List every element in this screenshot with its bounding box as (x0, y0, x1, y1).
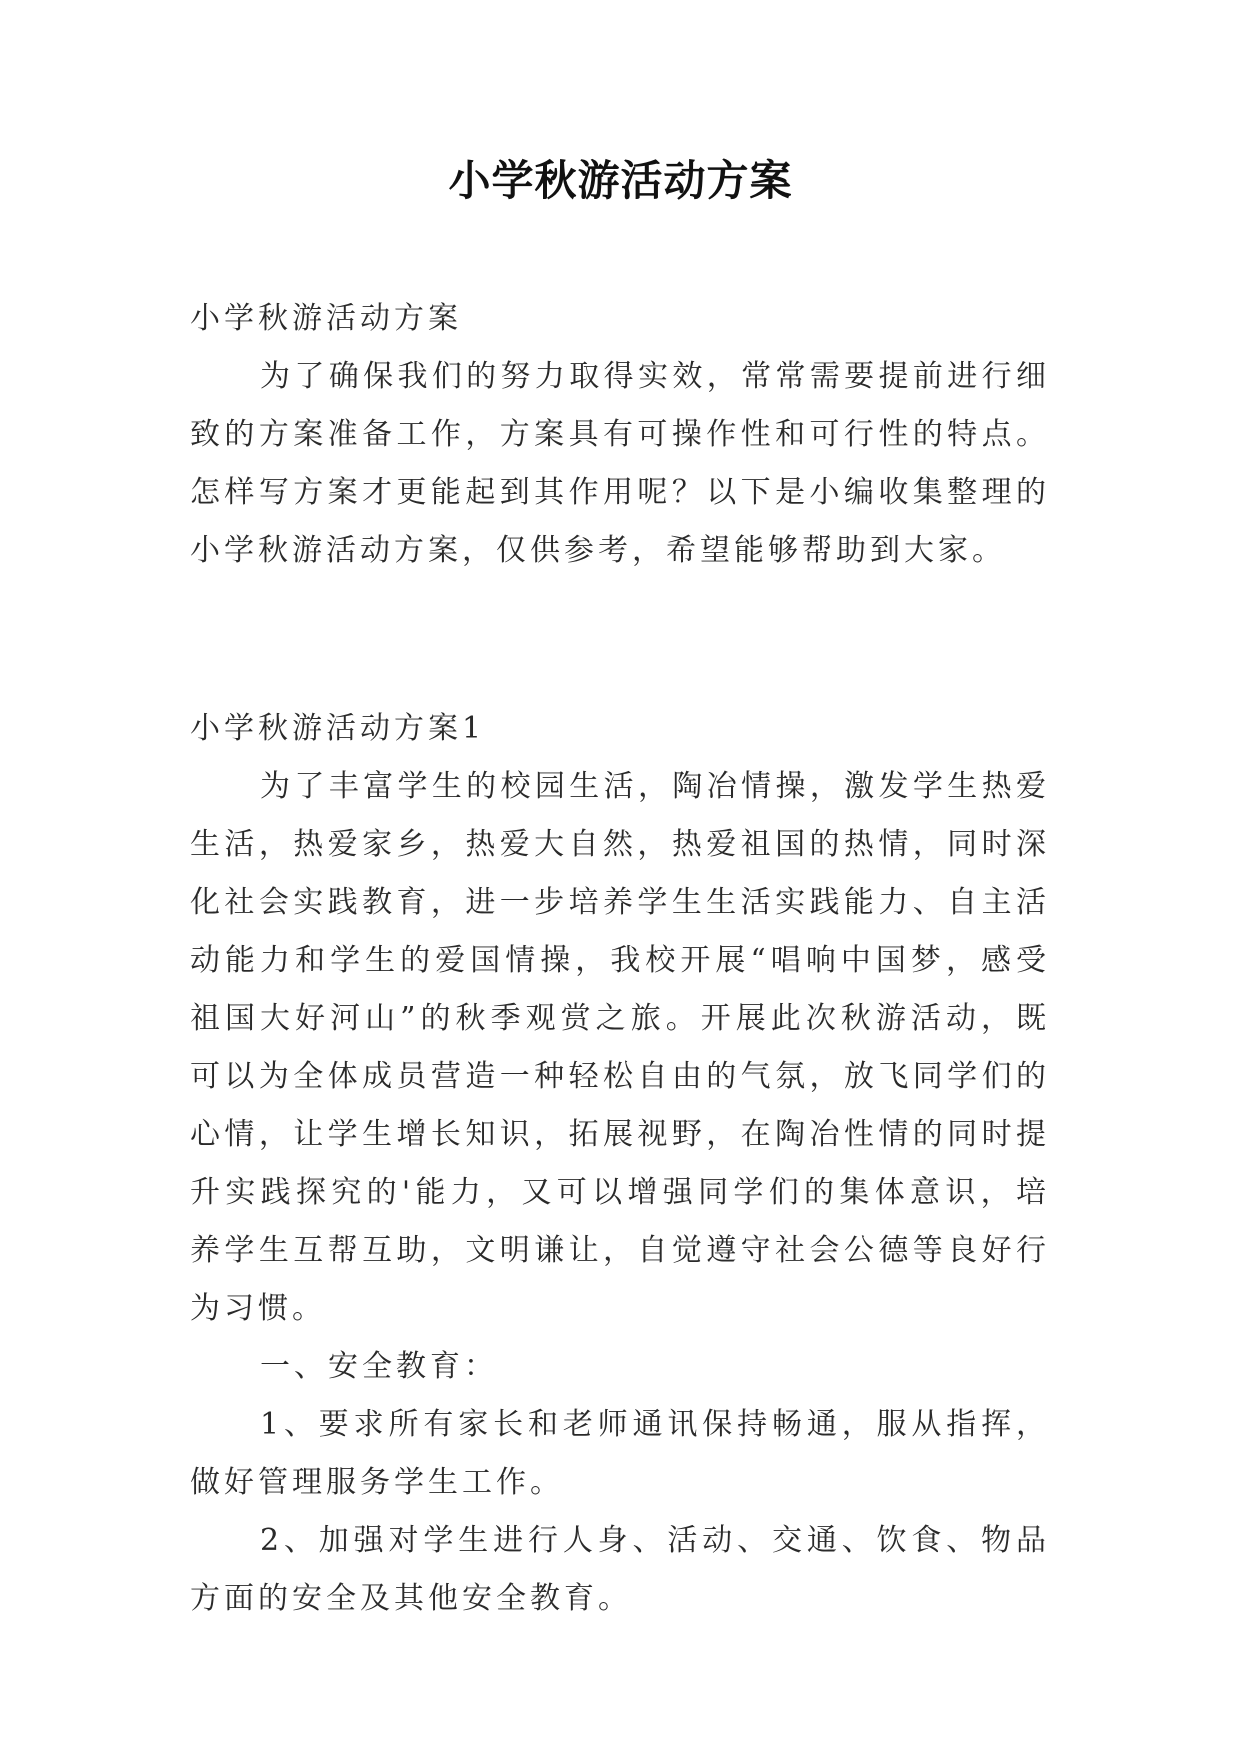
document-title: 小学秋游活动方案 (448, 156, 793, 205)
safety-item-1: 1、要求所有家长和老师通讯保持畅通，服从指挥，做好管理服务学生工作。 (190, 1407, 1050, 1500)
intro-paragraph: 为了确保我们的努力取得实效，常常需要提前进行细致的方案准备工作，方案具有可操作性和可行性的特点。怎样写方案才更能起到其作用呢？以下是小编收集整理的小学秋游活动方案，仅供参考，希望能够帮助到大家。 (190, 359, 1050, 568)
intro-heading: 小学秋游活动方案 (190, 301, 462, 336)
section-1-paragraph: 为了丰富学生的校园生活，陶冶情操，激发学生热爱生活，热爱家乡，热爱大自然，热爱祖国的热情，同时深化社会实践教育，进一步培养学生生活实践能力、自主活动能力和学生的爱国情操，我校开展“唱响中国梦，感受祖国大好河山”的秋季观赏之旅。开展此次秋游活动，既可以为全体成员营造一种轻松自由的气氛，放飞同学们的心情，让学生增长知识，拓展视野，在陶冶性情的同时提升实践探究的'能力，又可以增强同学们的集体意识，培养学生互帮互助，文明谦让，自觉遵守社会公德等良好行为习惯。 (190, 769, 1050, 1326)
safety-item-2: 2、加强对学生进行人身、活动、交通、饮食、物品方面的安全及其他安全教育。 (190, 1523, 1050, 1616)
intro-section (190, 290, 1050, 580)
section-1 (190, 700, 1050, 1628)
safety-education-subheading: 一、安全教育： (260, 1349, 498, 1384)
section-1-heading: 小学秋游活动方案1 (190, 711, 486, 746)
